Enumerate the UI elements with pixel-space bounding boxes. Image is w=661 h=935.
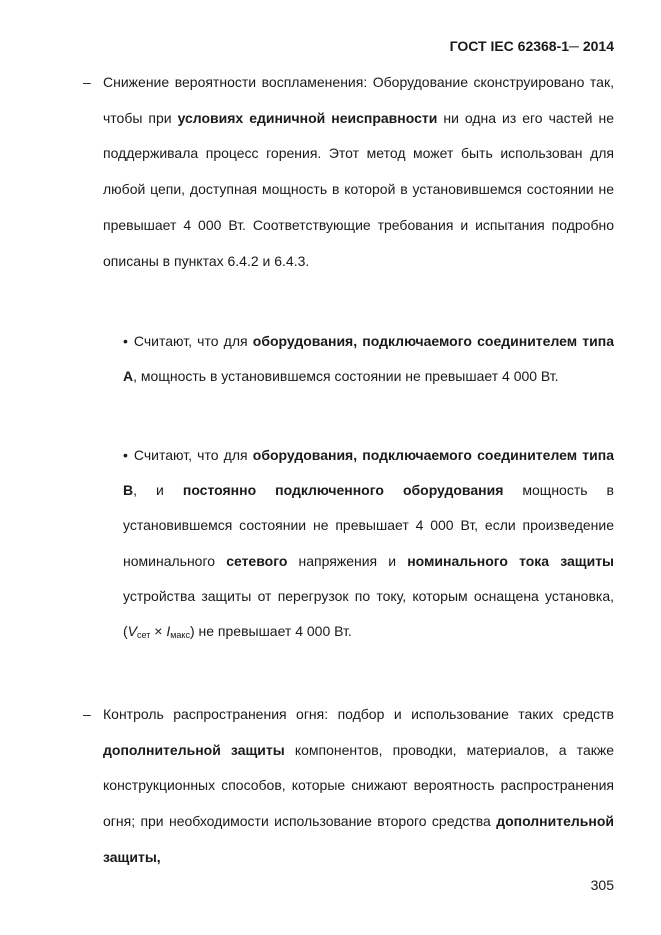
list-dash: –	[83, 706, 91, 722]
term-mains: сетевого	[226, 552, 288, 569]
text-run: Снижение вероятности воспламенения: Оборудование сконструировано так, чтобы при	[103, 74, 614, 126]
subscript-set: сет	[137, 630, 151, 641]
subscript-max: макс	[170, 630, 190, 641]
text-run: ни одна из его частей не поддерживала процесс горения. Этот метод может быть использован для любой цепи, доступная мощность в которой в установившемся состоянии не превышает 4 000 Вт. Соответствующие требования и испытания подробно описаны в пунктах 6.4.2 и 6.4.3.	[103, 109, 614, 269]
term-equipment-type-a: оборудования, подключаемого соединителем типа А	[123, 333, 614, 385]
text-run: мощность в установившемся состоянии не превышает 4 000 Вт, если произведение номинального	[123, 482, 614, 569]
text-run: Считают, что для	[133, 333, 253, 349]
text-run: Считают, что для	[133, 447, 253, 463]
times-sign: ×	[150, 623, 167, 640]
symbol-i: I	[166, 623, 171, 640]
bullet-type-a	[123, 324, 614, 394]
text-run: , и	[133, 482, 183, 499]
text-run: компонентов, проводки, материалов, а также конструкционных способов, которые снижают вероятность распространения огня; при необходимости использование второго средства	[103, 741, 615, 830]
document-header: ГОСТ IEC 62368-1─ 2014	[449, 38, 614, 54]
list-dash: –	[83, 74, 91, 90]
term-permanently-connected: постоянно подключенного оборудования	[182, 482, 504, 499]
term-supplementary-safeguard: дополнительной защиты	[103, 741, 285, 758]
text-run: устройства защиты от перегрузок по току, которым оснащена установка, (	[123, 587, 614, 640]
text-run: , мощность в установившемся состоянии не превышает 4 000 Вт.	[133, 368, 559, 385]
symbol-v: V	[127, 623, 138, 640]
paragraph-fire-spread-control	[103, 697, 614, 876]
paragraph-ignition-reduction	[103, 65, 614, 279]
bullet-icon: •	[123, 333, 128, 349]
term-rated-protective-current: номинального тока защиты	[407, 552, 615, 569]
term-equipment-type-b: оборудования, подключаемого соединителем типа В	[123, 447, 614, 499]
text-run: напряжения и	[287, 552, 408, 569]
page-number: 305	[590, 877, 614, 893]
text-run: ) не превышает 4 000 Вт.	[189, 623, 352, 640]
bullet-type-b	[123, 438, 614, 649]
text-run: Контроль распространения огня: подбор и использование таких средств	[103, 706, 614, 722]
bullet-icon: •	[123, 447, 128, 463]
term-single-fault: условиях единичной неисправности	[177, 109, 438, 126]
term-supplementary-safeguard: дополнительной защиты,	[103, 813, 614, 865]
